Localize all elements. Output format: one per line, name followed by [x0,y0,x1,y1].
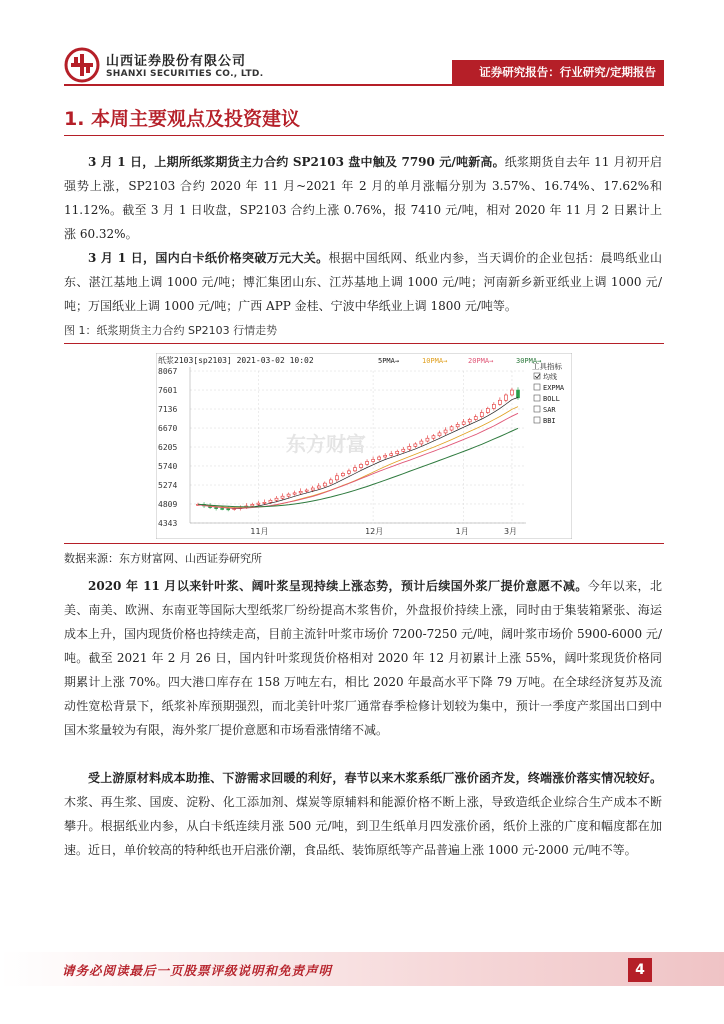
candle-body [438,433,441,436]
indicator-label: BOLL [543,395,560,403]
candle-body [450,427,453,430]
y-tick-label: 6205 [158,443,178,452]
candle-body [341,473,344,475]
candle-body [366,461,369,464]
footer-disclaimer: 请务必阅读最后一页股票评级说明和免责声明 [62,963,333,978]
indicator-label: BBI [543,417,556,425]
paragraph-2: 3 月 1 日，国内白卡纸价格突破万元大关。根据中国纸网、纸业内参，当天调价的企业包括：晨鸣纸业山东、湛江基地上调 1000 元/吨；博汇集团山东、江苏基地上调 1000 元/吨；河南新乡新亚纸业上调 1000 元/吨；万国纸业上调 1000 元/吨；广西 APP 金桂、宁波中华纸业上调 1800 元/吨等。 [64,251,663,313]
y-tick-label: 7136 [158,405,178,414]
candle-body [323,483,326,486]
indicator-checkbox [534,384,540,390]
x-tick-label: 12月 [365,527,384,536]
figure-top-rule [64,343,664,344]
candle-body [347,471,350,473]
candle-body [378,457,381,459]
candle-body [402,449,405,451]
candle-body [474,417,477,420]
paragraph-1: 3 月 1 日，上期所纸浆期货主力合约 SP2103 盘中触及 7790 元/吨新高。纸浆期货自去年 11 月初开启强势上涨，SP2103 合约 2020 年 11 月~2021 年 2 月的单月涨幅分别为 3.57%、16.74%、17.62%和 11.12%。截至 3 月 1 日收盘，SP2103 合约上涨 0.76%，报 7410 元/吨，相对 2020 年 11 月 2 日累计上涨 60.32%。 [64,155,662,241]
candle-body [305,490,308,491]
candle-body [408,446,411,449]
candle-body [299,491,302,493]
candle-body [263,502,266,503]
candle-body [468,419,471,421]
candle-body [420,441,423,444]
figure-source: 数据来源：东方财富网、山西证券研究所 [64,552,262,565]
candle-body [281,496,284,498]
paragraph-3: 2020 年 11 月以来针叶浆、阔叶浆呈现持续上涨态势，预计后续国外浆厂提价意愿不减。今年以来，北美、南美、欧洲、东南亚等国际大型纸浆厂纷纷提高木浆售价，外盘报价持续上涨，同时由于集装箱紧张、海运成本上升，国内现货价格也持续走高，目前主流针叶浆市场价 7200-7250 元/吨，阔叶浆市场价 5900-6000 元/吨。截至 2021 年 2 月 26 日，国内针叶浆现货价格相对 2020 年 12 月初累计上涨 55%，阔叶浆现货价格同期累计上涨 70%。四大港口库存在 158 万吨左右，相比 2020 年最高水平下降 79 万吨。在全球经济复苏及流动性宽松背景下，纸浆补库预期强烈，而北美针叶浆厂通常春季检修计划较为集中，预计一季度产浆国出口到中国木浆量较为有限，海外浆厂提价意愿和市场看涨情绪不减。 [64,579,662,737]
indicator-label: SAR [543,406,556,414]
candle-body [215,508,218,509]
x-tick-label: 11月 [250,527,269,536]
indicator-checkbox [534,417,540,423]
candle-body [480,413,483,417]
section-title: 1. 本周主要观点及投资建议 [64,108,301,130]
report-type: 证券研究报告：行业研究/定期报告 [479,65,656,79]
legend-item: 20PMA→ [468,357,494,365]
candle-body [329,480,332,483]
paragraph-4: 受上游原材料成本助推、下游需求回暖的利好，春节以来木浆系纸厂涨价函齐发，终端涨价落实情况较好。木浆、再生浆、国废、淀粉、化工添加剂、煤炭等原辅料和能源价格不断上涨，导致造纸企业综合生产成本不断攀升。根据纸业内参，从白卡纸连续月涨 500 元/吨，到卫生纸单月四发涨价函，纸价上涨的广度和幅度都在加速。近日，单价较高的特种纸也开启涨价潮，食品纸、装饰原纸等产品普遍上涨 1000 元-2000 元/吨不等。 [64,771,662,857]
company-logo-icon [64,47,100,83]
candle-body [498,400,501,404]
candle-body [293,493,296,494]
candle-body [227,509,230,510]
figure-bottom-rule [64,543,664,544]
candle-body [372,459,375,461]
candle-body [360,464,363,467]
y-axis [158,367,177,528]
x-tick-label: 3月 [503,527,518,536]
candle-body [414,444,417,446]
candle-body [275,498,278,500]
y-tick-label: 8067 [158,367,178,376]
candle-body [426,438,429,441]
company-name-cn: 山西证券股份有限公司 [106,54,247,69]
candle-body [517,390,520,398]
company-name-en: SHANXI SECURITIES CO., LTD. [106,69,264,79]
indicator-checkbox [534,395,540,401]
candle-body [510,390,513,395]
indicator-label: EXPMA [543,384,565,392]
candle-body [390,454,393,456]
candle-body [317,486,320,488]
y-tick-label: 4809 [158,499,178,509]
candle-body [456,424,459,426]
figure-caption: 图 1：纸浆期货主力合约 SP2103 行情走势 [64,324,278,337]
y-tick-label: 5274 [158,481,178,490]
legend-item: 30PMA→ [516,357,542,365]
header-divider [64,84,664,86]
candle-body [396,451,399,453]
legend-item: 5PMA→ [378,357,400,365]
y-tick-label: 4343 [158,519,178,528]
candle-body [444,430,447,433]
y-tick-label: 7601 [158,386,178,396]
y-tick-label: 6670 [158,424,178,434]
candle-body [251,504,254,506]
chart-title: 纸浆2103[sp2103] 2021-03-02 10:02 [158,356,314,365]
page-number: 4 [628,958,652,982]
section-divider [64,135,664,136]
legend-item: 10PMA→ [422,357,448,365]
candle-body [384,455,387,457]
candle-body [504,395,507,400]
candle-body [486,408,489,412]
indicator-checkbox [534,406,540,412]
candle-body [462,422,465,424]
candle-body [492,404,495,408]
candle-body [287,494,290,496]
candle-body [257,503,260,504]
futures-chart [156,353,572,539]
candle-body [311,488,314,490]
candle-body [432,436,435,438]
candle-body [353,468,356,471]
indicator-title: 工具指标 [532,362,562,371]
candle-body [335,476,338,480]
watermark: 东方财富 [286,432,366,456]
candle-body [269,500,272,502]
x-tick-label: 1月 [455,527,469,536]
candle-body [221,508,224,509]
y-tick-label: 5740 [158,461,178,471]
indicator-label: 均线 [543,373,557,381]
